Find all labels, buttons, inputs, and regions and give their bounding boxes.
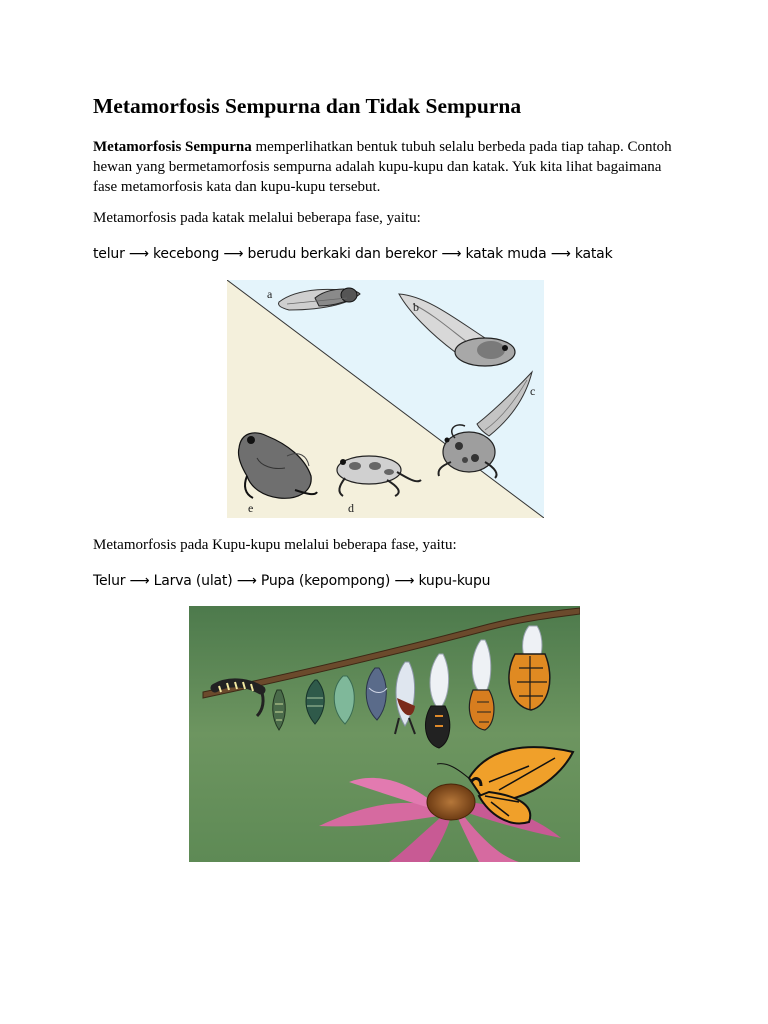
page-title: Metamorfosis Sempurna dan Tidak Sempurna: [93, 94, 522, 118]
butterfly-intro-text: Metamorfosis pada Kupu-kupu melalui beberapa fase, yaitu:: [93, 537, 457, 553]
label-d: d: [348, 501, 354, 515]
butterfly-metamorphosis-photo: [189, 606, 580, 862]
frog-metamorphosis-figure: [227, 280, 544, 518]
butterfly-sequence-text: Telur ⟶ Larva (ulat) ⟶ Pupa (kepompong) ⟶ kupu-kupu: [93, 573, 491, 589]
frog-sequence-text: telur ⟶ kecebong ⟶ berudu berkaki dan berekor ⟶ katak muda ⟶ katak: [93, 246, 613, 262]
frog-intro-text: Metamorfosis pada katak melalui beberapa fase, yaitu:: [93, 210, 421, 226]
label-a: a: [267, 287, 273, 301]
label-c: c: [530, 384, 536, 398]
intro-text: memperlihatkan bentuk tubuh selalu berbeda pada tiap tahap. Contoh hewan yang bermetamorfosis sempurna adalah kupu-kupu dan katak. Yuk kita lihat bagaimana fase metamorfosis kata dan kupu-kupu tersebut.: [93, 139, 672, 195]
intro-paragraph: [93, 137, 683, 197]
intro-bold-term: Metamorfosis Sempurna: [93, 139, 252, 155]
label-b: b: [413, 300, 419, 314]
label-e: e: [248, 501, 254, 515]
